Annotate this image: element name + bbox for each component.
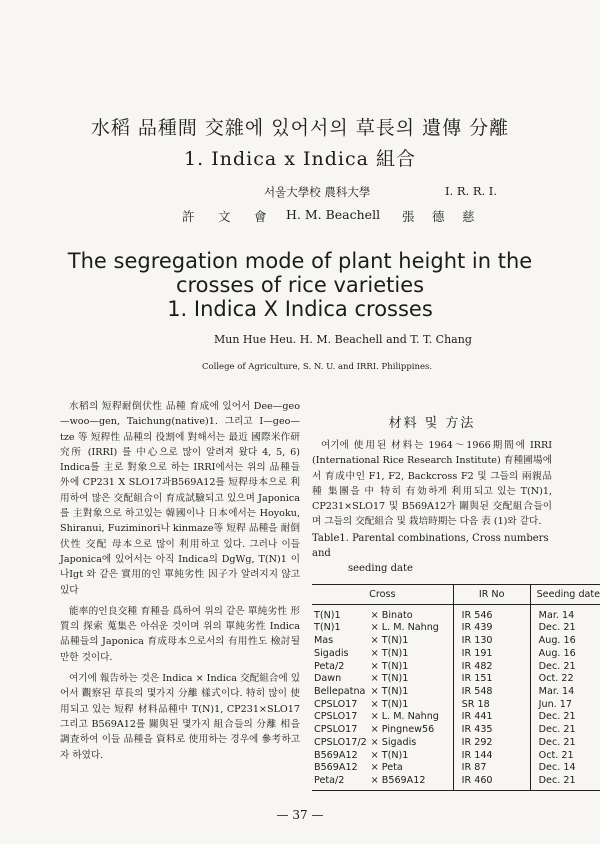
table-row: [312, 622, 600, 635]
cell-parent1: T(N)1: [314, 622, 341, 634]
cell-seeding-date: Mar. 14: [530, 686, 600, 699]
cell-ir-no: IR 548: [453, 686, 530, 699]
section-heading: 材料 및 方法: [388, 416, 476, 431]
author-beachell: H. M. Beachell: [286, 207, 381, 222]
english-title-line3: 1. Indica X Indica crosses: [167, 297, 433, 321]
cell-seeding-date: Dec. 21: [530, 737, 600, 750]
cell-parent2: × Binato: [370, 609, 413, 621]
table-row: [312, 604, 600, 622]
affiliation-irri: I. R. R. I.: [445, 184, 497, 198]
cell-seeding-date: Dec. 21: [530, 711, 600, 724]
table-caption-line1: Table1. Parental combinations, Cross numbers and: [312, 532, 549, 559]
cell-parent1: Peta/2: [312, 775, 369, 790]
cell-ir-no: IR 191: [453, 648, 530, 661]
table-row: [312, 750, 600, 763]
cell-parent1: Dawn: [314, 673, 342, 685]
english-title-line2: crosses of rice varieties: [175, 273, 425, 297]
cell-seeding-date: Dec. 21: [530, 661, 600, 674]
cell-parent2: × T(N)1: [370, 647, 409, 659]
cell-ir-no: IR 130: [453, 635, 530, 648]
left-column: [60, 399, 300, 769]
methods-paragraph: 여기에 使用된 材料는 1964～1966期間에 IRRI (International Rice Research Institute) 育種圃場에서 育成中인 F1, F2, Backcross F2 및 그들의 兩親品種 集團을 中 特히 有効하게 利用되고 있는 T(N)1, CP231×SLO17 및 B569A12가 關與된 交配組合들이며 그들의 交配組合 및 栽培時期는 다음 表 (1)와 같다.: [312, 440, 552, 528]
cell-ir-no: IR 482: [453, 661, 530, 674]
parental-combination-table: [312, 584, 600, 791]
intro-paragraph: 여기에 報告하는 것은 Indica × Indica 交配組合에 있어서 觀察된 草長의 몇가지 分離 樣式이다. 特히 많이 使用되고 있는 短稈 材料品種中 T(N)1, CP231×SLO17 그리고 B569A12를 關與된 몇가지 組合들의 分離 相을 調査하여 이들 品種을 資料로 使用하는 경우에 參考하고자 하였다.: [60, 673, 300, 761]
cell-seeding-date: Aug. 16: [530, 635, 600, 648]
cell-seeding-date: Aug. 16: [530, 648, 600, 661]
cell-parent2: × T(N)1: [370, 698, 409, 710]
cell-parent2: × T(N)1: [370, 686, 409, 697]
author-char: 慈: [462, 209, 475, 224]
cell-seeding-date: Oct. 21: [530, 750, 600, 763]
cell-parent1: Bellepatna: [314, 686, 366, 697]
cell-parent2: × T(N)1: [370, 673, 409, 685]
cell-parent2: × Sigadis: [370, 736, 417, 748]
cell-ir-no: IR 151: [453, 673, 530, 686]
cell-parent1: CPSLO17/2: [314, 736, 367, 748]
intro-paragraph: 能率的인良交種 育種을 爲하여 위의 같은 單純劣性 形質의 探索 蒐集은 아쉬운 것이며 위의 單純劣性 Indica品種들의 Japonica 育成母本으로서의 有用性도 檢討될만한 것이다.: [60, 605, 300, 663]
cell-seeding-date: Dec. 21: [530, 775, 600, 790]
table-row: [312, 635, 600, 648]
author-char: 德: [432, 209, 445, 224]
right-column: [312, 399, 600, 791]
cell-ir-no: IR 439: [453, 622, 530, 635]
author-char: 張: [402, 209, 415, 224]
cell-parent2: × Peta: [370, 762, 403, 774]
english-authors: Mun Hue Heu. H. M. Beachell and T. T. Chang: [214, 333, 472, 346]
cell-seeding-date: Jun. 17: [530, 699, 600, 712]
cell-ir-no: IR 144: [453, 750, 530, 763]
table-row: [312, 711, 600, 724]
table-row: [312, 661, 600, 674]
cell-ir-no: IR 441: [453, 711, 530, 724]
table-caption: [312, 531, 552, 576]
korean-title-line2: 1. Indica x Indica 組合: [184, 148, 416, 170]
cell-seeding-date: Dec. 14: [530, 762, 600, 775]
header-ir-no: IR No: [453, 584, 530, 604]
cell-parent1: Peta/2: [314, 660, 345, 672]
affiliation-snu: 서울大學校 農科大學: [264, 185, 371, 199]
table-row: [312, 724, 600, 737]
cell-parent1: B569A12: [314, 749, 358, 761]
intro-paragraph: 水稻의 短稈耐倒伏性 品種 育成에 있어서 Dee—geo—woo—gen, Taichung(native)1. 그리고 I—geo—tze 等 短稈性 品種의 役割에 對해서는 最近 國際米作研究所 (IRRI) 를 中心으로 많이 알려져 왔다 4, 5, 6) Indica를 主로 對象으로 하는 IRRI에서는 위의 品種들 外에 CP231 X SLO17과B569A12를 短稈母本으로 利用하여 많은 交配組合이 育成試驗되고 있으며 Japonica를 主對象으로 하고있는 韓國이나 日本에서는 Hoyoku, Shiranui, Fuziminori나 kinmaze等 短稈 品種을 耐倒伏性 交配 母本으로 많이 利用하고 있다. 그러나 이들 Japonica에 있어서는 아직 Indica의 DgWg, T(N)1 이나Igt 와 같은 實用的인 單純劣性 因子가 알려지지 않고있다: [60, 401, 300, 596]
table-caption-line2: seeding date: [348, 562, 413, 574]
cell-parent1: T(N)1: [314, 609, 341, 621]
header-cross: Cross: [312, 584, 453, 604]
table-row: [312, 699, 600, 712]
table-row: [312, 775, 600, 790]
cell-parent1: CPSLO17: [314, 724, 358, 736]
cell-ir-no: IR 292: [453, 737, 530, 750]
cell-ir-no: IR 87: [453, 762, 530, 775]
table-row: [312, 648, 600, 661]
cell-parent1: Mas: [314, 635, 334, 647]
cell-parent1: CPSLO17: [314, 698, 358, 710]
cell-ir-no: SR 18: [453, 699, 530, 712]
cell-parent2: × Pingnew56: [370, 724, 435, 736]
cell-seeding-date: Oct. 22: [530, 673, 600, 686]
cell-ir-no: IR 460: [453, 775, 530, 790]
english-title-line1: The segregation mode of plant height in the: [67, 249, 533, 273]
table-row: [312, 673, 600, 686]
header-seeding-date: Seeding date: [530, 584, 600, 604]
table-row: [312, 737, 600, 750]
english-college: College of Agriculture, S. N. U. and IRRI. Philippines.: [202, 362, 433, 372]
table-header-row: [312, 584, 600, 604]
cell-seeding-date: Dec. 21: [530, 724, 600, 737]
author-char: 許: [182, 209, 195, 224]
cell-seeding-date: Mar. 14: [530, 604, 600, 622]
table-row: [312, 762, 600, 775]
cell-seeding-date: Dec. 21: [530, 622, 600, 635]
cell-parent1: B569A12: [314, 762, 358, 774]
cell-parent2: × T(N)1: [370, 749, 409, 761]
cell-parent2: × B569A12: [369, 775, 454, 790]
cell-parent1: Sigadis: [314, 647, 349, 659]
cell-parent1: CPSLO17: [314, 711, 358, 723]
page-number: — 37 —: [276, 808, 324, 822]
author-char: 會: [254, 209, 267, 224]
korean-title-line1: 水稻 品種間 交雜에 있어서의 草長의 遺傳 分離: [90, 117, 510, 139]
table-row: [312, 686, 600, 699]
cell-parent2: × L. M. Nahng: [370, 711, 439, 723]
author-char: 文: [218, 209, 231, 224]
cell-ir-no: IR 546: [453, 604, 530, 622]
cell-ir-no: IR 435: [453, 724, 530, 737]
cell-parent2: × T(N)1: [370, 635, 409, 647]
cell-parent2: × T(N)1: [370, 660, 409, 672]
cell-parent2: × L. M. Nahng: [370, 622, 439, 634]
